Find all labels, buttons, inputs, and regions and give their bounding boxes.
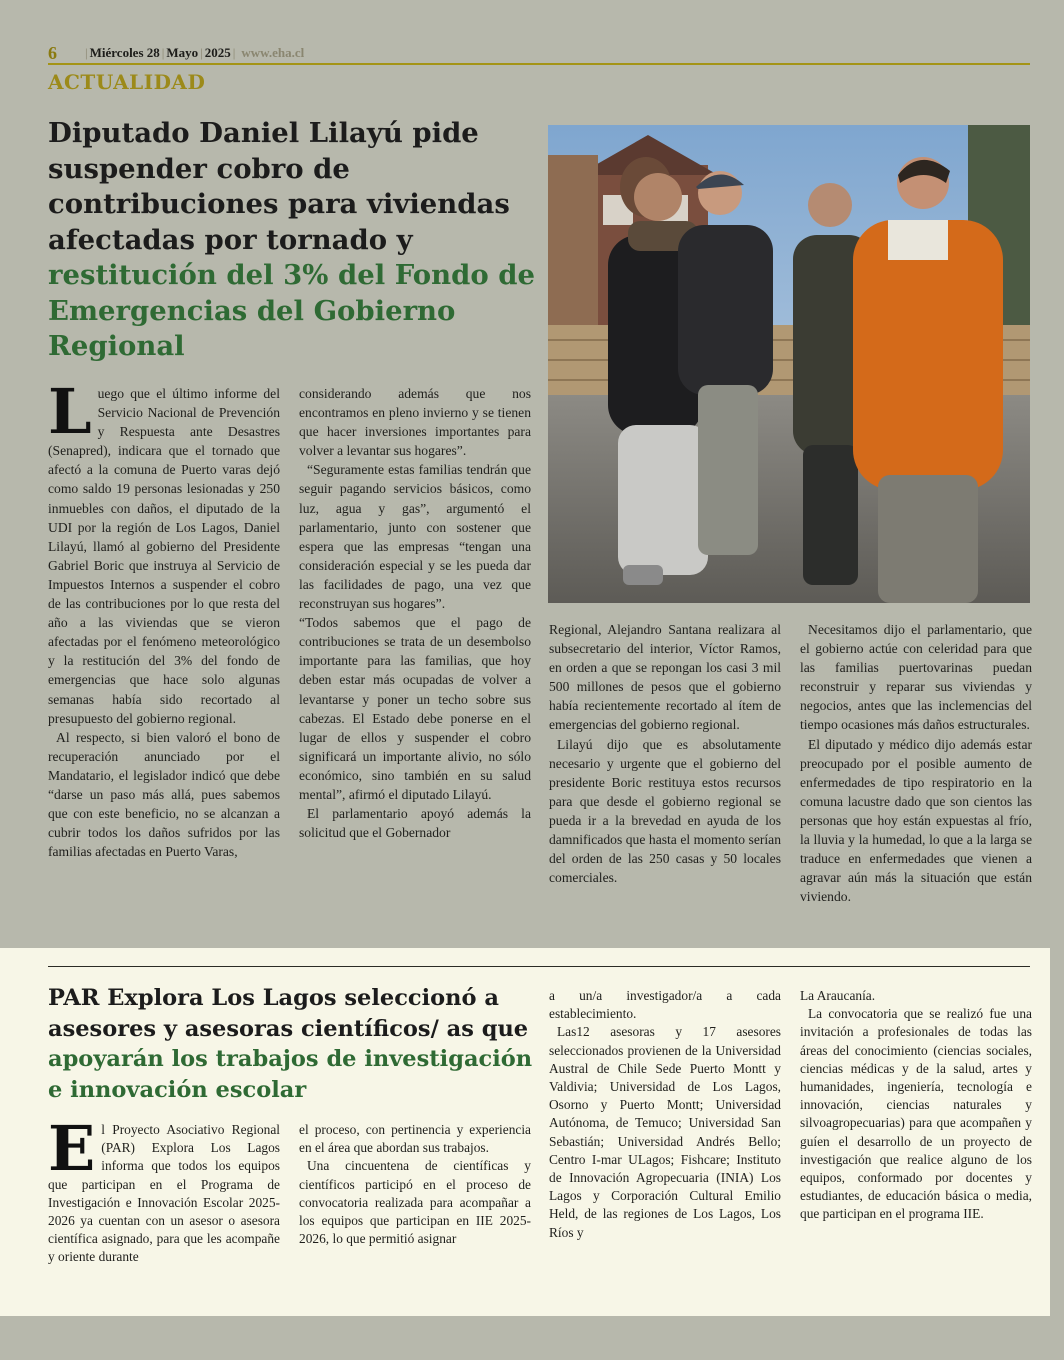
paragraph: uego que el último informe del Servicio Nacional de Prevención y Respuesta ante Desastres (Senapred), indicara que el tornado que afectó a la comuna de Puerto varas dejó como saldo 19 personas lesionadas y 250 inmuebles con daños, el diputado de la UDI por la región de Los Lagos, Daniel Lilayú, llamó al gobierno del Presidente Gabriel Boric que instruya al Servicio de Impuestos Internos a suspender el cobro de las contribuciones por lo que resta del año a las viviendas que se vieron afectadas por el fenómeno meteorológico y la restitución del 3% del fondo de emergencias que hace solo algunas semanas había sido recortado al presupuesto del gobierno regional. [48, 386, 280, 726]
paragraph: el proceso, con pertinencia y experiencia en el área que abordan sus trabajos. [299, 1122, 531, 1156]
website-link[interactable]: www.eha.cl [241, 45, 305, 60]
article1-column-2 [299, 384, 531, 950]
article1-column-4 [800, 620, 1032, 950]
article1-photo [548, 125, 1030, 603]
page-number: 6 [48, 42, 57, 63]
article2-column-3 [549, 987, 781, 1309]
article2-dropcap: E [48, 1121, 96, 1185]
article1-headline[interactable] [48, 116, 538, 365]
paragraph: El diputado y médico dijo además estar preocupado por el posible aumento de enfermedades de tipo respiratorio en la comuna lacustre dado que son cientos las personas que hoy están expuestas al frío, la lluvia y la humedad, lo que a la larga se traduce en enfermedades que vienen a agravar aún más la situación que están viviendo. [800, 736, 1032, 905]
paragraph: Una cincuentena de científicas y científicos participó en el proceso de convocatoria realizada para acompañar a los equipos que participan en IIE 2025-2026, lo que permitió asignar [299, 1158, 531, 1247]
paragraph: Regional, Alejandro Santana realizara al subsecretario del interior, Víctor Ramos, en orden a que se repongan los casi 3 mil 500 millones de pesos que el gobierno había recientemente recortado al ítem de emergencias del gobierno regional. [549, 622, 781, 733]
article1-dropcap: L [48, 384, 92, 448]
article-divider [48, 966, 1030, 967]
paragraph: a un/a investigador/a a cada establecimiento. [549, 988, 781, 1022]
page-header: 6 | Miércoles 28 | Mayo | 2025 | www.eha.cl [48, 42, 305, 63]
article2-headline-main: PAR Explora Los Lagos seleccionó a asesores y asesoras científicos/ as que [48, 985, 529, 1042]
article2-headline[interactable] [48, 983, 538, 1105]
header-rule [48, 63, 1030, 65]
section-label: ACTUALIDAD [48, 70, 206, 94]
paragraph: l Proyecto Asociativo Regional (PAR) Explora Los Lagos informa que todos los equipos que participan en el Programa de Investigación e Innovación Escolar 2025-2026 ya cuentan con un asesor o asesora científica asignado, para que les acompañe y oriente durante [48, 1122, 280, 1265]
article2-column-4 [800, 987, 1032, 1309]
article2-column-2 [299, 1121, 531, 1311]
paragraph: considerando además que nos encontramos en pleno invierno y se tienen que hacer inversiones importantes para volver a levantar sus hogares”. [299, 386, 531, 459]
paragraph: La Araucanía. [800, 988, 876, 1003]
paragraph: La convocatoria que se realizó fue una invitación a profesionales de todas las áreas del conocimiento (ciencias sociales, ciencias médicas y de la salud, artes y humanidades, ingeniería, tecnología e innovación, ciencias naturales y silvoagropecuarias) para que acompañen y guíen el desarrollo de un proyecto de investigación que realice alguno de los equipos, conformado por docentes y estudiantes, de educación básica o media, que participan en el programa IIE. [800, 1006, 1032, 1222]
date-day: Miércoles 28 [89, 45, 160, 60]
paragraph: El parlamentario apoyó además la solicitud que el Gobernador [299, 806, 531, 841]
article1-headline-highlight: restitución del 3% del Fondo de Emergencias del Gobierno Regional [48, 259, 535, 362]
paragraph: Necesitamos dijo el parlamentario, que el gobierno actúe con celeridad para que las familias puertovarinas puedan reconstruir y reparar sus viviendas y negocios, antes que las inclemencias del tiempo ocasiones más daños estructurales. [800, 622, 1032, 733]
article2-headline-highlight: apoyarán los trabajos de investigación e innovación escolar [48, 1046, 533, 1103]
paragraph: Lilayú dijo que es absolutamente necesario y urgente que el gobierno del presidente Boric restituya estos recursos para que desde el gobierno regional se pueda ir a la brevedad en ayuda de los damnificados que hasta el momento serían del orden de las 250 casas y 50 locales comerciales. [549, 736, 781, 886]
date-year: 2025 [204, 45, 231, 60]
date-month: Mayo [166, 45, 199, 60]
article1-headline-main: Diputado Daniel Lilayú pide suspender cobro de contribuciones para viviendas afectadas por tornado y [48, 117, 510, 256]
article1-column-1 [48, 384, 280, 950]
paragraph: Al respecto, si bien valoró el bono de recuperación anunciado por el Mandatario, el legislador indicó que debe “darse un paso más allá, pues sabemos que con este beneficio, no se alcanzan a cubrir todos los daños sufridos por las familias afectadas en Puerto Varas, [48, 729, 280, 860]
article2-column-1 [48, 1121, 280, 1311]
paragraph: “Todos sabemos que el pago de contribuciones se trata de un desembolso importante para las familias, que hoy deben estar más ocupadas de volver a levantarse y poner un techo sobre sus cabezas. El Estado debe ponerse en el lugar de ellos y suspender el cobro significará un importante alivio, no sólo económico, sino también en su salud mental”, afirmó el diputado Lilayú. [299, 615, 531, 802]
paragraph: “Seguramente estas familias tendrán que seguir pagando servicios básicos, como luz, agua y gas”, argumentó el parlamentario, junto con sostener que espera que las empresas “tengan una consideración especial y se les pueda dar las facilidades de pago, una vez que reconstruyan sus hogares”. [299, 462, 531, 612]
paragraph: Las12 asesoras y 17 asesores seleccionados provienen de la Universidad Austral de Chile Sede Puerto Montt y Valdivia; Universidad de Los Lagos, Osorno y Puerto Montt; Universidad Autónoma, de Temuco; Universidad San Sebastián; Universidad Andrés Bello; Centro I-mar ULagos; Fishcare; Instituto de Innovación Agropecuaria (INIA) Los Lagos y Corporación Cultural Emilio Held, de las regiones de Los Lagos, Los Ríos y [549, 1024, 781, 1240]
article1-column-3 [549, 620, 781, 950]
